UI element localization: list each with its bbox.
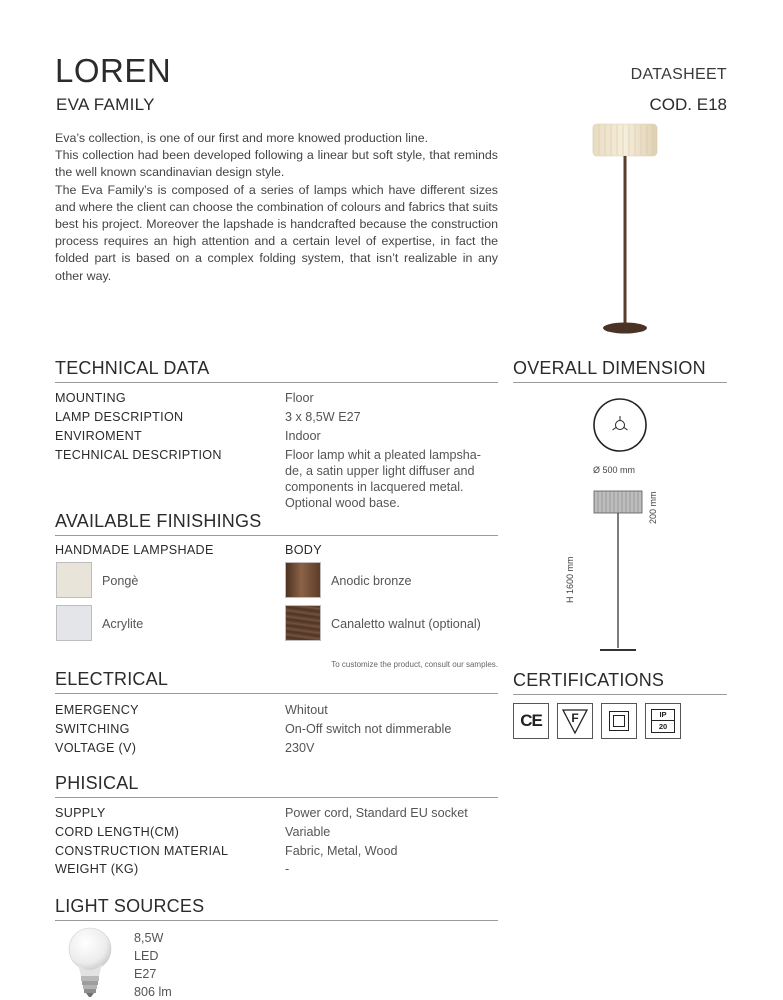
top-view-drawing (590, 396, 652, 454)
mounting-value: Floor (285, 391, 314, 405)
product-code: COD. E18 (649, 95, 727, 114)
description-paragraph: The Eva Family’s is composed of a series of lamps which have different sizes and where the client can choose the combination of colours and fabrics that suits best his project. Moreover the lapshade is handcrafted because the construction process requires an high attention and a certain level of expertise, in fact the folded part is based on a complex folding system, that isn’t realizable in any other way. (55, 182, 498, 283)
lampshade-header: HANDMADE LAMPSHADE (55, 543, 214, 557)
bulb-power: 8,5W (134, 931, 164, 945)
technical-description-label: TECHNICAL DESCRIPTION (55, 448, 222, 462)
cord-length-value: Variable (285, 825, 331, 839)
section-divider (55, 920, 498, 921)
weight-value: - (285, 862, 290, 876)
anodic-bronze-swatch (285, 562, 321, 598)
canaletto-walnut-swatch (285, 605, 321, 641)
ip20-rating-icon (645, 703, 681, 739)
construction-material-label: CONSTRUCTION MATERIAL (55, 844, 229, 858)
overall-dimension-title: OVERALL DIMENSION (513, 358, 706, 378)
supply-value: Power cord, Standard EU socket (285, 806, 468, 820)
switching-value: On-Off switch not dimmerable (285, 722, 452, 736)
lamp-description-value: 3 x 8,5W E27 (285, 410, 361, 424)
customize-note: To customize the product, consult our samples. (331, 660, 498, 669)
available-finishings-title: AVAILABLE FINISHINGS (55, 511, 262, 531)
brand-title: LOREN (55, 52, 172, 89)
body-header: BODY (285, 543, 322, 557)
f-mark-text: F (571, 711, 579, 725)
section-divider (55, 382, 498, 383)
datasheet-label: DATASHEET (630, 66, 727, 83)
section-divider (55, 693, 498, 694)
class-ii-icon (601, 703, 637, 739)
class-ii-inner-square (613, 715, 625, 727)
light-sources-title: LIGHT SOURCES (55, 896, 205, 916)
floor-lamp-image (585, 118, 665, 338)
side-view-drawing (590, 488, 646, 658)
diameter-label: Ø 500 mm (593, 465, 636, 475)
total-height-dimension (565, 545, 577, 605)
bulb-type: LED (134, 949, 159, 963)
switching-label: SWITCHING (55, 722, 130, 736)
mounting-label: MOUNTING (55, 391, 126, 405)
total-height-label: H 1600 mm (565, 556, 575, 603)
ce-mark-icon (513, 703, 549, 739)
lamp-description-label: LAMP DESCRIPTION (55, 410, 184, 424)
class-ii-outer-square (609, 711, 629, 731)
ce-mark-text: CE (520, 711, 542, 730)
shade-height-label: 200 mm (648, 491, 658, 524)
bulb-lumen: 806 lm (134, 985, 172, 999)
voltage-label: VOLTAGE (V) (55, 741, 137, 755)
section-divider (55, 797, 498, 798)
technical-data-title: TECHNICAL DATA (55, 358, 210, 378)
certifications-title: CERTIFICATIONS (513, 670, 665, 690)
product-description (55, 130, 498, 285)
canaletto-walnut-label: Canaletto walnut (optional) (331, 617, 481, 631)
technical-description-value: Floor lamp whit a pleated lampsha-de, a satin upper light diffuser and components in lacquered metal. Optional wood base. (285, 448, 481, 510)
emergency-label: EMERGENCY (55, 703, 139, 717)
f-mark-icon (557, 703, 593, 739)
environment-value: Indoor (285, 429, 321, 443)
environment-label: ENVIROMENT (55, 429, 142, 443)
family-title: EVA FAMILY (56, 95, 155, 114)
section-divider (513, 694, 727, 695)
ponge-label: Pongè (102, 574, 139, 588)
physical-title: PHISICAL (55, 773, 139, 793)
light-bulb-icon (64, 926, 116, 998)
acrylite-label: Acrylite (102, 617, 144, 631)
ip-label: IP (651, 709, 675, 721)
description-paragraph: Eva’s collection, is one of our first and more knowed production line. (55, 131, 429, 145)
description-paragraph: This collection had been developed following a linear but soft style, that reminds the well known scandinavian design style. (55, 148, 498, 180)
emergency-value: Whitout (285, 703, 328, 717)
acrylite-swatch (56, 605, 92, 641)
anodic-bronze-label: Anodic bronze (331, 574, 412, 588)
bulb-socket: E27 (134, 967, 157, 981)
construction-material-value: Fabric, Metal, Wood (285, 844, 398, 858)
voltage-value: 230V (285, 741, 315, 755)
weight-label: WEIGHT (KG) (55, 862, 139, 876)
shade-height-dimension (648, 484, 660, 524)
section-divider (55, 535, 498, 536)
ip-value: 20 (651, 721, 675, 733)
section-divider (513, 382, 727, 383)
electrical-title: ELECTRICAL (55, 669, 169, 689)
cord-length-label: CORD LENGTH(CM) (55, 825, 180, 839)
supply-label: SUPPLY (55, 806, 106, 820)
ponge-swatch (56, 562, 92, 598)
